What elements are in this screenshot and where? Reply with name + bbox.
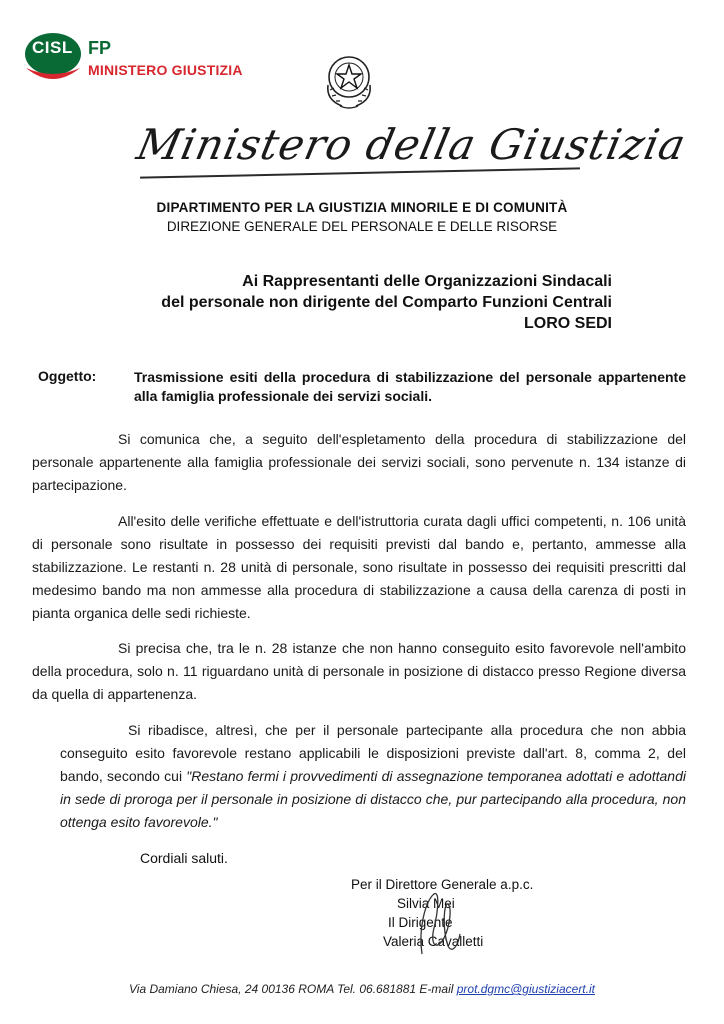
footer — [0, 982, 724, 996]
greeting: Cordiali saluti. — [140, 850, 228, 866]
recipient-line: del personale non dirigente del Comparto Funzioni Centrali — [161, 294, 612, 311]
quoted-text: "Restano fermi i provvedimenti di assegnazione temporanea adottati e adottandi in sede di proroga per il personale in posizione di distacco che, pur partecipando alla procedura, non ottenga esito favorevole." — [60, 768, 686, 830]
ministry-title: Ministero della Giustizia — [132, 120, 691, 169]
cisl-fp-logo — [24, 32, 264, 88]
signature-line: Valeria Cavalletti — [383, 934, 484, 949]
department-name: DIPARTIMENTO PER LA GIUSTIZIA MINORILE E DI COMUNITÀ — [156, 200, 568, 215]
footer-email-link[interactable]: prot.dgmc@giustiziacert.it — [456, 982, 595, 996]
footer-address: Via Damiano Chiesa, 24 00136 ROMA Tel. 06.681881 E-mail — [129, 982, 457, 996]
paragraph-intro: Si ribadisce, altresì, che per il personale partecipante alla procedura che non abbia conseguito esito favorevole restano applicabili le disposizioni previste dall'art. 8, comma 2, del bando, secondo cui — [60, 722, 686, 784]
body-paragraph — [60, 719, 686, 834]
signature-line: Silvia Mei — [397, 896, 455, 911]
logo-cisl-text: CISL — [32, 38, 73, 57]
logo-ministry-text: MINISTERO GIUSTIZIA — [88, 62, 243, 78]
subject-text: Trasmissione esiti della procedura di stabilizzazione del personale appartenente alla famiglia professionale dei servizi sociali. — [134, 369, 686, 404]
subject-label: Oggetto: — [38, 368, 97, 384]
ministry-underline — [140, 167, 580, 178]
signature-line: Il Dirigente — [388, 915, 453, 930]
body-paragraph: Si precisa che, tra le n. 28 istanze che non hanno conseguito esito favorevole nell'ambito della procedura, solo n. 11 riguardano unità di personale in posizione di distacco presso Regione diversa da quella di appartenenza. — [32, 640, 686, 702]
italian-republic-emblem-icon — [318, 50, 380, 110]
handwritten-signature — [408, 888, 468, 960]
body-paragraph: Si comunica che, a seguito dell'espletamento della procedura di stabilizzazione del personale appartenente alla famiglia professionale dei servizi sociali, sono pervenute n. 134 istanze di partecipazione. — [32, 431, 686, 493]
signature-line: Per il Direttore Generale a.p.c. — [351, 877, 534, 892]
body-paragraph: All'esito delle verifiche effettuate e dell'istruttoria curata dagli uffici competenti, n. 106 unità di personale sono risultate in possesso dei requisiti previsti dal bando e, pertanto, ammesse alla stabilizzazione. Le restanti n. 28 unità di personale, sono risultate in possesso dei requisiti prescritti dal medesimo bando ma non ammesse alla procedura di stabilizzazione a causa della carenza di posti in pianta organica delle sedi richieste. — [32, 513, 686, 621]
recipient-line: LORO SEDI — [523, 315, 612, 332]
direction-name: DIREZIONE GENERALE DEL PERSONALE E DELLE RISORSE — [166, 219, 558, 234]
recipient-line: Ai Rappresentanti delle Organizzazioni Sindacali — [242, 273, 612, 290]
logo-fp-text: FP — [88, 38, 112, 58]
